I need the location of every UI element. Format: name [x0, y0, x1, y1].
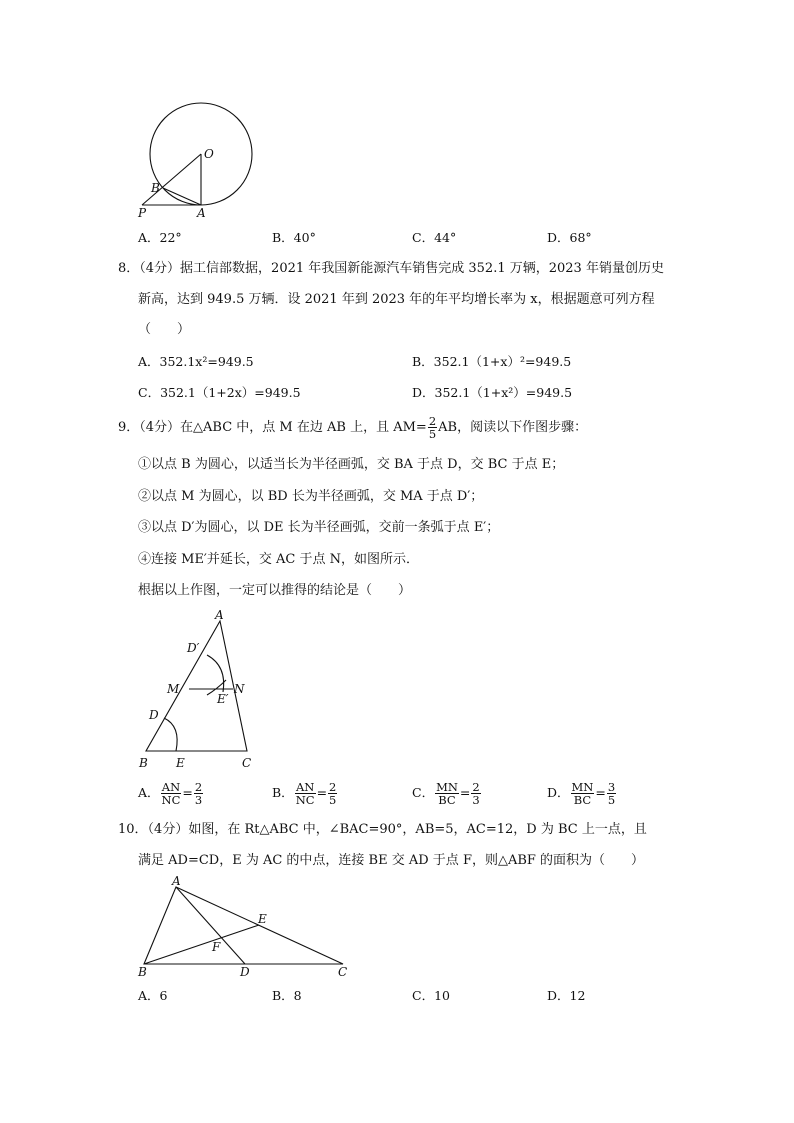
- q9-intro: [118, 414, 587, 442]
- q9-label-n: N: [234, 682, 245, 696]
- q10-label-b: B: [138, 965, 147, 979]
- q10-option-c: C．10: [412, 988, 450, 1003]
- q8-line-2: 新高，达到 949.5 万辆．设 2021 年到 2023 年的年平均增长率为 x，根据题意可列方程: [138, 292, 655, 307]
- q9-option-c: C． $\frac{MN}{BC}$ = $\frac{2}{3}$: [412, 780, 480, 807]
- q9-arc-d-e: [164, 718, 177, 751]
- q9-intro-a: 9．（4分）在△ABC 中，点 M 在边 AB 上，且: [118, 420, 390, 435]
- q10-label-d: D: [240, 965, 250, 979]
- q10-line-ad: [176, 887, 245, 964]
- q7-label-p: P: [138, 206, 147, 220]
- q7-option-d: D．68°: [547, 230, 592, 245]
- q7-option-a: A．22°: [138, 230, 182, 245]
- q8-option-a: A．352.1x²=949.5: [138, 354, 254, 369]
- q9-fraction: $\frac{2}{5}$: [428, 414, 437, 441]
- q10-triangle-figure: [130, 872, 360, 982]
- q7-label-a: A: [197, 206, 206, 220]
- q9-label-b: B: [139, 756, 148, 770]
- q10-line-1: 10．（4分）如图，在 Rt△ABC 中，∠BAC=90°，AB=5，AC=12，D 为 BC 上一点，且: [118, 822, 647, 837]
- q9-question: 根据以上作图，一定可以推得的结论是（ ）: [138, 583, 412, 598]
- q10-option-d: D．12: [547, 988, 586, 1003]
- q9-label-a: A: [215, 608, 224, 622]
- q9-arc-dprime: [207, 655, 224, 692]
- q9-label-dprime: D′: [187, 641, 200, 655]
- q10-label-a: A: [172, 874, 181, 888]
- q7-line-ba: [163, 188, 201, 205]
- q7-label-b: B: [151, 181, 160, 195]
- q9-triangle-figure: [130, 605, 270, 775]
- q7-option-c: C．44°: [412, 230, 457, 245]
- q10-option-b: B．8: [272, 988, 302, 1003]
- q9-option-a: A． $\frac{AN}{NC}$ = $\frac{2}{3}$: [138, 780, 203, 807]
- q9-label-c: C: [242, 756, 252, 770]
- q10-label-e: E: [258, 912, 267, 926]
- q9-step-1: ①以点 B 为圆心，以适当长为半径画弧，交 BA 于点 D，交 BC 于点 E；: [138, 457, 565, 472]
- q9-step-3: ③以点 D′为圆心，以 DE 长为半径画弧，交前一条弧于点 E′；: [138, 520, 500, 535]
- q9-label-eprime: E′: [217, 692, 229, 706]
- q8-line-3: （ ）: [138, 322, 191, 337]
- q9-step-4: ④连接 ME′并延长，交 AC 于点 N，如图所示．: [138, 552, 419, 567]
- q8-line-1: 8．（4分）据工信部数据，2021 年我国新能源汽车销售完成 352.1 万辆，2023 年销量创历史: [118, 261, 664, 276]
- q10-triangle-abc: [144, 887, 343, 964]
- q10-label-f: F: [212, 940, 221, 954]
- q8-option-c: C．352.1（1+2x）=949.5: [138, 385, 301, 400]
- q8-option-b: B．352.1（1+x）²=949.5: [412, 354, 572, 369]
- q10-option-a: A．6: [138, 988, 168, 1003]
- q10-line-be: [144, 925, 259, 964]
- q9-step-2: ②以点 M 为圆心，以 BD 长为半径画弧，交 MA 于点 D′；: [138, 489, 484, 504]
- q10-label-c: C: [338, 965, 348, 979]
- q7-option-b: B．40°: [272, 230, 316, 245]
- q7-label-o: O: [204, 147, 214, 161]
- q9-label-m: M: [167, 682, 180, 696]
- q9-option-d: D． $\frac{MN}{BC}$ = $\frac{3}{5}$: [547, 780, 616, 807]
- q9-option-b: B． $\frac{AN}{NC}$ = $\frac{2}{5}$: [272, 780, 337, 807]
- q9-am: AM=: [393, 420, 427, 435]
- q9-label-e: E: [176, 756, 185, 770]
- q9-label-d: D: [149, 708, 159, 722]
- q7-circle-figure: [130, 95, 270, 225]
- q10-line-2: 满足 AD=CD，E 为 AC 的中点，连接 BE 交 AD 于点 F，则△ABF 的面积为（ ）: [138, 853, 645, 868]
- q8-option-d: D．352.1（1+x²）=949.5: [412, 385, 573, 400]
- q9-intro-b: AB，阅读以下作图步骤：: [438, 420, 588, 435]
